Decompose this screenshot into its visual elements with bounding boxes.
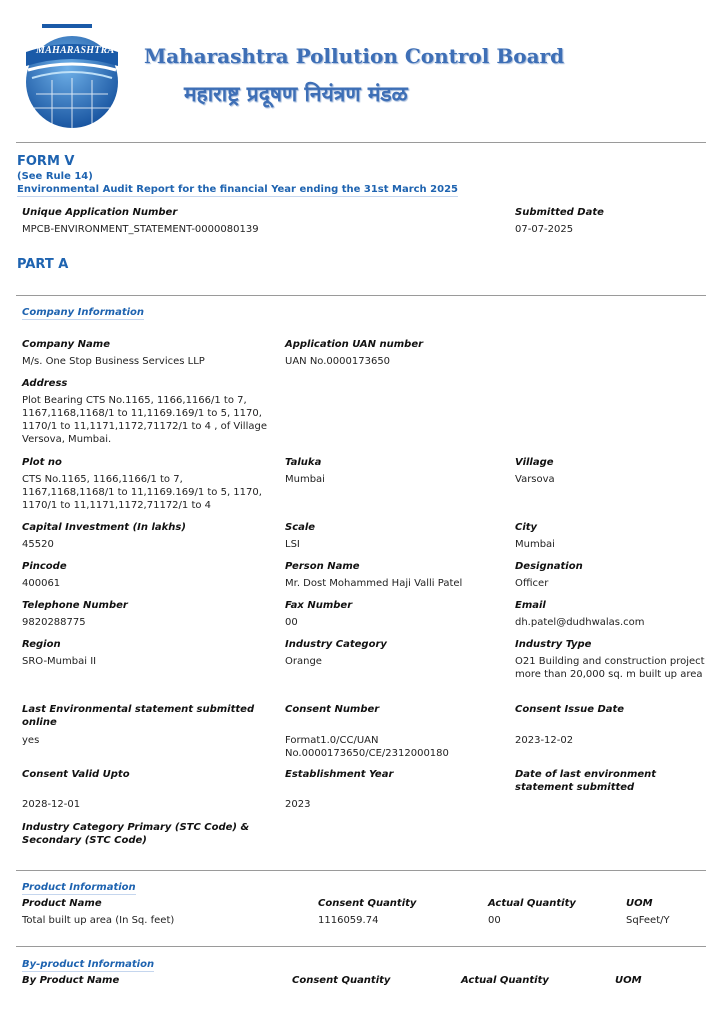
consent-number-label: Consent Number: [285, 704, 380, 715]
capital-investment-value: 45520: [22, 539, 54, 550]
designation-value: Officer: [515, 578, 549, 589]
byproduct-uom-header: UOM: [615, 975, 642, 986]
part-a-heading: PART A: [17, 257, 69, 272]
logo-text: MAHARASHTRA: [36, 45, 115, 56]
consent-quantity-header: Consent Quantity: [318, 898, 417, 909]
consent-valid-upto-label: Consent Valid Upto: [22, 769, 130, 780]
address-label: Address: [22, 378, 68, 389]
person-name-value: Mr. Dost Mohammed Haji Valli Patel: [285, 578, 463, 589]
report-title: Environmental Audit Report for the financial Year ending the 31st March 2025: [17, 184, 458, 195]
plot-no-label: Plot no: [22, 457, 62, 468]
plot-no-value: CTS No.1165, 1166,1166/1 to 7, 1167,1168,1168/1 to 11,1169.169/1 to 5, 1170, 1170/1 to 11,1171,1172,71172/1 to 4: [22, 474, 262, 511]
email-label: Email: [515, 600, 546, 611]
table-cell: 1116059.74: [318, 915, 379, 926]
table-cell: SqFeet/Y: [626, 915, 670, 926]
telephone-value: 9820288775: [22, 617, 86, 628]
divider: [16, 295, 706, 296]
taluka-value: Mumbai: [285, 474, 325, 485]
byproduct-info-heading: By-product Information: [22, 959, 155, 970]
stc-code-label: Industry Category Primary (STC Code) & Secondary (STC Code): [22, 822, 250, 846]
submitted-date-label: Submitted Date: [515, 207, 604, 218]
capital-investment-label: Capital Investment (In lakhs): [22, 522, 186, 533]
divider: [16, 946, 706, 947]
last-env-statement-value: yes: [22, 735, 40, 746]
byproduct-consent-quantity-header: Consent Quantity: [292, 975, 391, 986]
divider: [16, 870, 706, 871]
taluka-label: Taluka: [285, 457, 322, 468]
product-name-header: Product Name: [22, 898, 102, 909]
scale-label: Scale: [285, 522, 316, 533]
pincode-value: 400061: [22, 578, 61, 589]
form-title: FORM V: [17, 154, 75, 169]
address-value: Plot Bearing CTS No.1165, 1166,1166/1 to 7, 1167,1168,1168/1 to 11,1169.169/1 to 5, 1170, 1170/1 to 11,1171,1172,71172/1 to 4 , of Village Versova, Mumbai.: [22, 395, 267, 445]
application-uan-value: UAN No.0000173650: [285, 356, 391, 367]
telephone-label: Telephone Number: [22, 600, 128, 611]
consent-number-value: Format1.0/CC/UAN No.0000173650/CE/2312000180: [285, 735, 449, 759]
city-value: Mumbai: [515, 539, 555, 550]
region-label: Region: [22, 639, 61, 650]
person-name-label: Person Name: [285, 561, 360, 572]
uan-label: Unique Application Number: [22, 207, 178, 218]
table-cell: Total built up area (In Sq. feet): [22, 915, 175, 926]
company-name-label: Company Name: [22, 339, 110, 350]
page-header: [0, 0, 724, 142]
city-label: City: [515, 522, 538, 533]
designation-label: Designation: [515, 561, 583, 572]
application-uan-label: Application UAN number: [285, 339, 424, 350]
industry-category-value: Orange: [285, 656, 322, 667]
actual-quantity-header: Actual Quantity: [488, 898, 576, 909]
consent-issue-date-label: Consent Issue Date: [515, 704, 625, 715]
uom-header: UOM: [626, 898, 653, 909]
company-info-heading: Company Information: [22, 307, 145, 318]
scale-value: LSI: [285, 539, 300, 550]
board-title-marathi: महाराष्ट्र प्रदूषण नियंत्रण मंडळ: [184, 82, 408, 106]
village-label: Village: [515, 457, 554, 468]
establishment-year-value: 2023: [285, 799, 311, 810]
byproduct-name-header: By Product Name: [22, 975, 120, 986]
divider: [16, 142, 706, 143]
fax-label: Fax Number: [285, 600, 353, 611]
consent-valid-upto-value: 2028-12-01: [22, 799, 81, 810]
establishment-year-label: Establishment Year: [285, 769, 394, 780]
last-env-statement-label: Last Environmental statement submitted online: [22, 704, 255, 728]
mpcb-logo-icon: [22, 22, 122, 130]
submitted-date-value: 07-07-2025: [515, 224, 574, 235]
fax-value: 00: [285, 617, 298, 628]
product-info-heading: Product Information: [22, 882, 136, 893]
village-value: Varsova: [515, 474, 555, 485]
form-rule: (See Rule 14): [17, 171, 93, 182]
industry-type-value: O21 Building and construction project more than 20,000 sq. m built up area: [515, 656, 705, 680]
byproduct-actual-quantity-header: Actual Quantity: [461, 975, 549, 986]
company-name-value: M/s. One Stop Business Services LLP: [22, 356, 205, 367]
industry-type-label: Industry Type: [515, 639, 592, 650]
email-value: dh.patel@dudhwalas.com: [515, 617, 645, 628]
region-value: SRO-Mumbai II: [22, 656, 97, 667]
table-cell: 00: [488, 915, 501, 926]
industry-category-label: Industry Category: [285, 639, 387, 650]
uan-value: MPCB-ENVIRONMENT_STATEMENT-0000080139: [22, 224, 259, 235]
last-env-date-label: Date of last environment statement submitted: [515, 769, 657, 793]
consent-issue-date-value: 2023-12-02: [515, 735, 574, 746]
pincode-label: Pincode: [22, 561, 67, 572]
board-title-english: Maharashtra Pollution Control Board: [144, 44, 565, 68]
